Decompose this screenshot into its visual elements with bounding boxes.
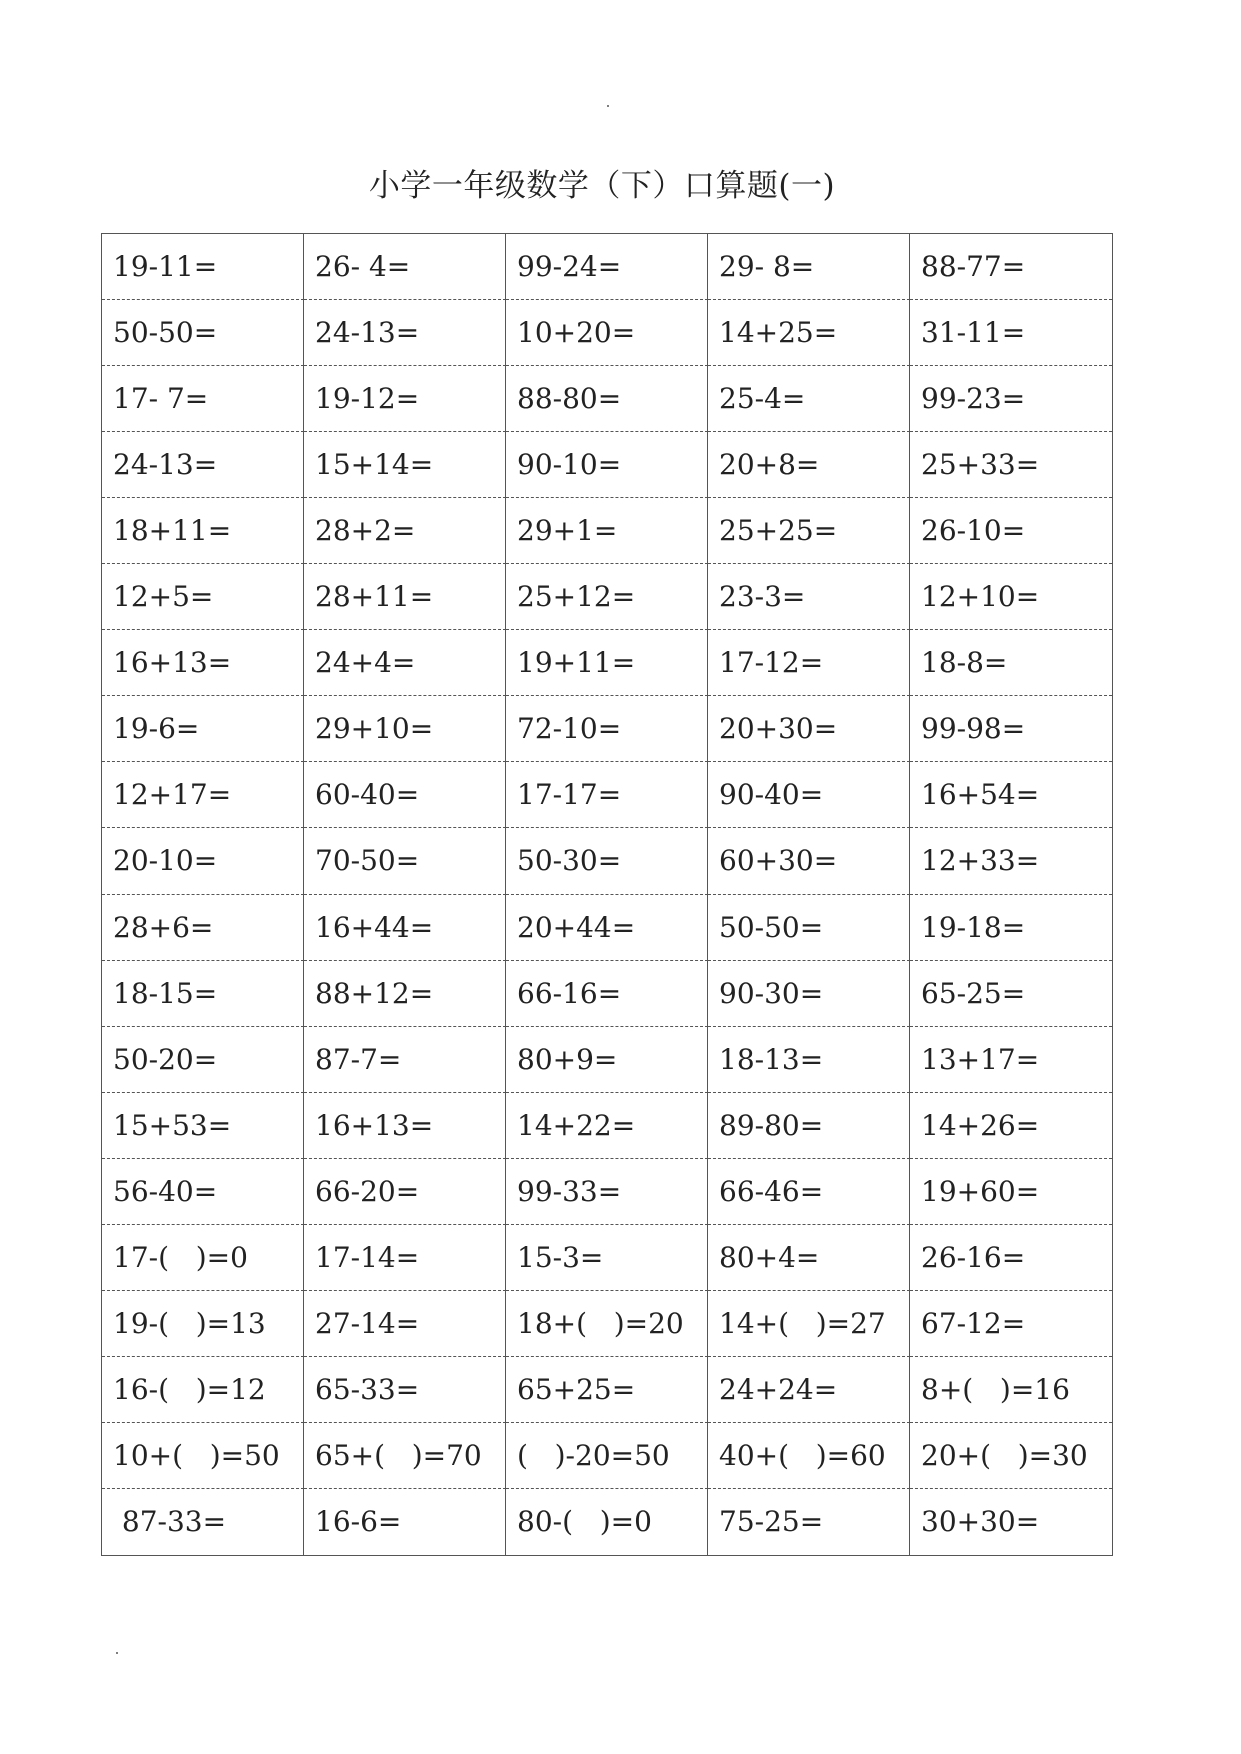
exercise-cell: 50-30= [506, 828, 708, 894]
exercise-cell: 16+13= [102, 630, 304, 696]
exercise-cell: 99-23= [910, 366, 1112, 432]
exercise-cell: 26- 4= [304, 234, 506, 300]
exercise-cell: 18+11= [102, 498, 304, 564]
exercise-cell: 19-11= [102, 234, 304, 300]
exercise-cell: 12+17= [102, 762, 304, 828]
exercise-cell: 19-18= [910, 895, 1112, 961]
exercise-cell: 70-50= [304, 828, 506, 894]
exercise-cell: 10+( )=50 [102, 1423, 304, 1489]
exercise-cell: 88+12= [304, 961, 506, 1027]
exercise-cell: 29+10= [304, 696, 506, 762]
exercise-cell: 17-14= [304, 1225, 506, 1291]
exercise-cell: 20+( )=30 [910, 1423, 1112, 1489]
exercise-cell: 24+4= [304, 630, 506, 696]
exercise-cell: 31-11= [910, 300, 1112, 366]
exercise-cell: 75-25= [708, 1489, 910, 1555]
exercise-cell: 65+( )=70 [304, 1423, 506, 1489]
page-title: 小学一年级数学（下）口算题(一) [368, 168, 836, 204]
exercise-cell: 20+44= [506, 895, 708, 961]
exercise-cell: 60+30= [708, 828, 910, 894]
exercise-cell: 65-33= [304, 1357, 506, 1423]
page-mark-top [607, 105, 609, 107]
exercise-cell: 80-( )=0 [506, 1489, 708, 1555]
exercise-cell: 10+20= [506, 300, 708, 366]
exercise-cell: 90-30= [708, 961, 910, 1027]
exercise-cell: 28+11= [304, 564, 506, 630]
exercise-cell: 87-33= [102, 1489, 304, 1555]
exercise-cell: 17-17= [506, 762, 708, 828]
exercise-cell: 65-25= [910, 961, 1112, 1027]
exercise-cell: 66-20= [304, 1159, 506, 1225]
exercise-cell: 19-12= [304, 366, 506, 432]
exercise-cell: 50-20= [102, 1027, 304, 1093]
exercise-cell: 19+11= [506, 630, 708, 696]
exercise-cell: 25-4= [708, 366, 910, 432]
exercise-cell: 23-3= [708, 564, 910, 630]
exercise-cell: 26-16= [910, 1225, 1112, 1291]
exercise-cell: 67-12= [910, 1291, 1112, 1357]
exercise-cell: 16-6= [304, 1489, 506, 1555]
exercise-cell: 88-77= [910, 234, 1112, 300]
exercise-cell: 20-10= [102, 828, 304, 894]
exercise-cell: 24-13= [304, 300, 506, 366]
exercise-cell: 18-15= [102, 961, 304, 1027]
exercise-cell: 19-( )=13 [102, 1291, 304, 1357]
exercise-cell: 60-40= [304, 762, 506, 828]
exercise-cell: 16+54= [910, 762, 1112, 828]
exercise-cell: 56-40= [102, 1159, 304, 1225]
exercise-cell: 14+22= [506, 1093, 708, 1159]
exercise-cell: 17-( )=0 [102, 1225, 304, 1291]
exercise-cell: 89-80= [708, 1093, 910, 1159]
page-mark-bottom [116, 1652, 118, 1654]
exercise-cell: 12+33= [910, 828, 1112, 894]
exercise-cell: 18+( )=20 [506, 1291, 708, 1357]
exercise-cell: 99-33= [506, 1159, 708, 1225]
exercise-cell: 14+25= [708, 300, 910, 366]
exercise-cell: 66-46= [708, 1159, 910, 1225]
exercise-cell: 20+8= [708, 432, 910, 498]
exercise-cell: 66-16= [506, 961, 708, 1027]
exercise-cell: 30+30= [921, 1505, 1040, 1539]
exercise-cell: 13+17= [910, 1027, 1112, 1093]
exercise-grid [101, 233, 1113, 1556]
exercise-cell: 87-7= [304, 1027, 506, 1093]
exercise-cell: 50-50= [102, 300, 304, 366]
exercise-cell: 19+60= [910, 1159, 1112, 1225]
exercise-cell: 17-12= [708, 630, 910, 696]
exercise-cell: 80+9= [506, 1027, 708, 1093]
exercise-cell: 50-50= [708, 895, 910, 961]
exercise-cell: 90-10= [506, 432, 708, 498]
exercise-cell: 29+1= [506, 498, 708, 564]
exercise-cell: 15+53= [102, 1093, 304, 1159]
exercise-cell: 18-13= [708, 1027, 910, 1093]
exercise-cell: 18-8= [910, 630, 1112, 696]
exercise-cell: 28+6= [102, 895, 304, 961]
exercise-cell: 99-98= [910, 696, 1112, 762]
exercise-cell: 25+25= [708, 498, 910, 564]
exercise-cell: 15+14= [304, 432, 506, 498]
exercise-cell: 16+13= [304, 1093, 506, 1159]
exercise-cell: 14+26= [910, 1093, 1112, 1159]
exercise-cell: 15-3= [506, 1225, 708, 1291]
exercise-cell: 27-14= [304, 1291, 506, 1357]
exercise-cell: 24-13= [102, 432, 304, 498]
exercise-cell: 16+44= [304, 895, 506, 961]
exercise-cell: ( )-20=50 [506, 1423, 708, 1489]
exercise-cell: 65+25= [506, 1357, 708, 1423]
exercise-cell: 25+33= [910, 432, 1112, 498]
exercise-cell: 99-24= [506, 234, 708, 300]
exercise-cell: 25+12= [506, 564, 708, 630]
exercise-cell: 40+( )=60 [708, 1423, 910, 1489]
exercise-cell: 26-10= [910, 498, 1112, 564]
exercise-cell: 29- 8= [708, 234, 910, 300]
exercise-cell: 88-80= [506, 366, 708, 432]
exercise-cell: 90-40= [708, 762, 910, 828]
exercise-cell: 80+4= [708, 1225, 910, 1291]
exercise-cell: 20+30= [708, 696, 910, 762]
exercise-cell: 16-( )=12 [102, 1357, 304, 1423]
exercise-cell: 8+( )=16 [910, 1357, 1112, 1423]
exercise-cell: 28+2= [304, 498, 506, 564]
exercise-cell: 12+10= [910, 564, 1112, 630]
exercise-cell: 72-10= [506, 696, 708, 762]
exercise-cell: 17- 7= [102, 366, 304, 432]
exercise-cell: 24+24= [708, 1357, 910, 1423]
exercise-cell: 14+( )=27 [708, 1291, 910, 1357]
exercise-cell: 12+5= [102, 564, 304, 630]
exercise-cell: 19-6= [102, 696, 304, 762]
